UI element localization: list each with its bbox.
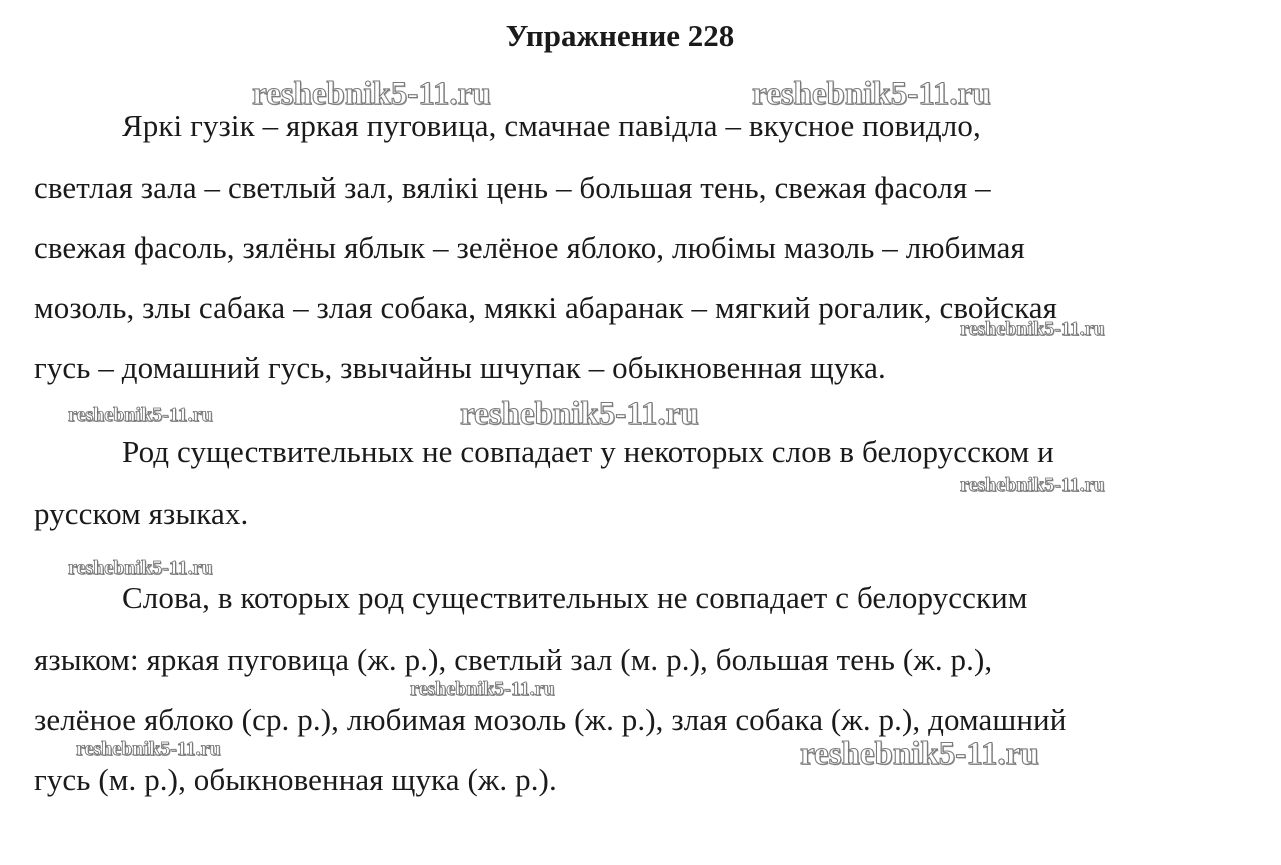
watermark: reshebnik5-11.ru xyxy=(68,404,213,426)
exercise-title: Упражнение 228 xyxy=(505,18,735,53)
text-line: зелёное яблоко (ср. р.), любимая мозоль (ж. р.), злая собака (ж. р.), домашний xyxy=(34,702,1067,737)
watermark: reshebnik5-11.ru xyxy=(410,678,555,700)
watermark: reshebnik5-11.ru xyxy=(68,557,213,579)
watermark: reshebnik5-11.ru xyxy=(76,738,221,760)
text-line: свежая фасоль, зялёны яблык – зелёное яблоко, любімы мазоль – любимая xyxy=(34,230,1025,265)
watermark: reshebnik5-11.ru xyxy=(800,736,1039,772)
watermark: reshebnik5-11.ru xyxy=(752,76,991,112)
watermark: reshebnik5-11.ru xyxy=(252,76,491,112)
text-line: русском языках. xyxy=(34,496,249,531)
watermark: reshebnik5-11.ru xyxy=(460,396,699,432)
text-line: Яркі гузік – яркая пуговица, смачнае павідла – вкусное повидло, xyxy=(122,108,981,143)
watermark: reshebnik5-11.ru xyxy=(960,474,1105,496)
text-line: гусь (м. р.), обыкновенная щука (ж. р.). xyxy=(34,762,557,797)
text-line: Род существительных не совпадает у некоторых слов в белорусском и xyxy=(122,434,1054,469)
text-line: Слова, в которых род существительных не совпадает с белорусским xyxy=(122,580,1028,615)
watermark: reshebnik5-11.ru xyxy=(960,318,1105,340)
text-line: светлая зала – светлый зал, вялікі цень – большая тень, свежая фасоля – xyxy=(34,170,991,205)
text-line: языком: яркая пуговица (ж. р.), светлый зал (м. р.), большая тень (ж. р.), xyxy=(34,642,993,677)
text-line: мозоль, злы сабака – злая собака, мяккі абаранак – мягкий рогалик, свойская xyxy=(34,290,1057,325)
text-line: гусь – домашний гусь, звычайны шчупак – обыкновенная щука. xyxy=(34,350,886,385)
